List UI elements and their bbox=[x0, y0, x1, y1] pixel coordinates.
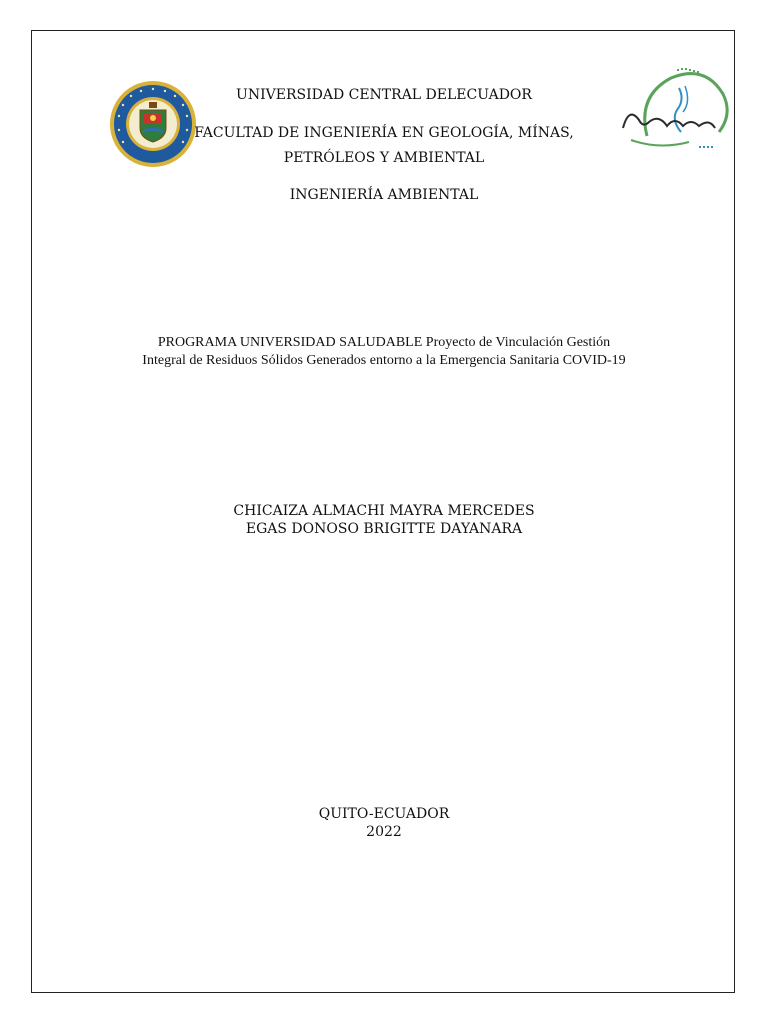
university-name: UNIVERSIDAD CENTRAL DELECUADOR bbox=[236, 87, 532, 103]
place: QUITO-ECUADOR bbox=[318, 806, 450, 822]
faculty-name-line2: PETRÓLEOS Y AMBIENTAL bbox=[283, 150, 485, 166]
career-name: INGENIERÍA AMBIENTAL bbox=[289, 187, 479, 203]
author-name: EGAS DONOSO BRIGITTE DAYANARA bbox=[245, 521, 523, 537]
faculty-name-line1: FACULTAD DE INGENIERÍA EN GEOLOGÍA, MÍNAS, bbox=[194, 125, 574, 141]
ingenieria-ambiental-logo bbox=[619, 66, 735, 154]
year: 2022 bbox=[366, 824, 402, 840]
program-title-line1: PROGRAMA UNIVERSIDAD SALUDABLE Proyecto de Vinculación Gestión bbox=[157, 335, 611, 350]
program-title-line2: Integral de Residuos Sólidos Generados entorno a la Emergencia Sanitaria COVID-19 bbox=[142, 353, 626, 368]
author-name: CHICAIZA ALMACHI MAYRA MERCEDES bbox=[233, 503, 535, 519]
